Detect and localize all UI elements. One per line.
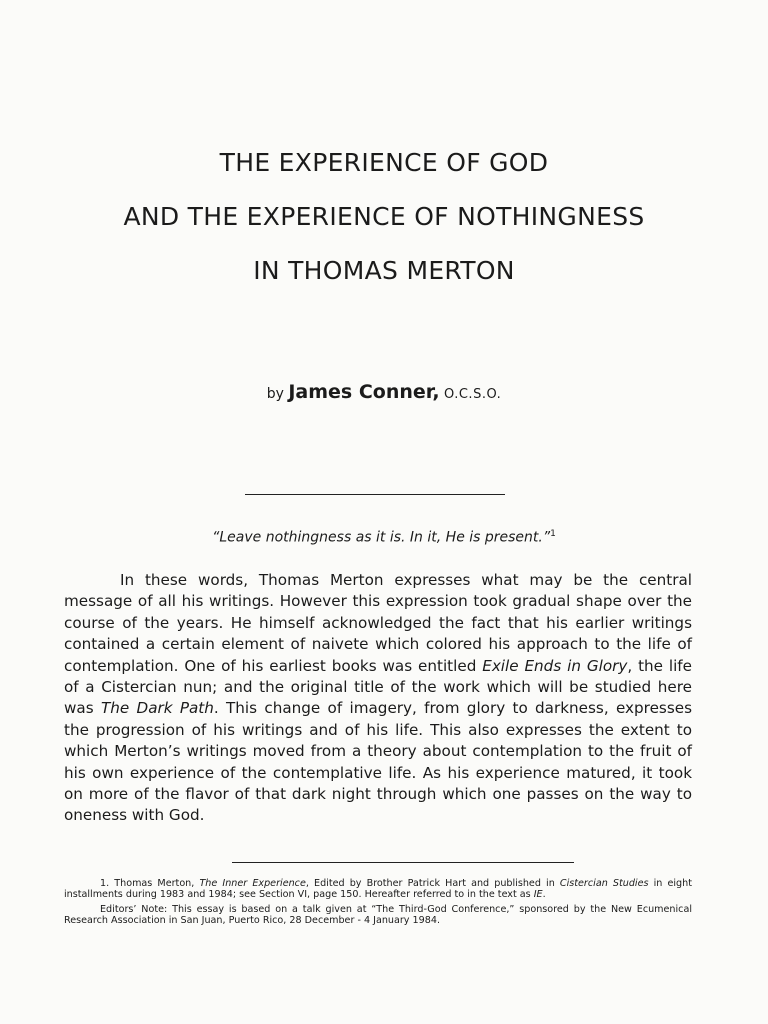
author-name: James Conner, [288,381,440,403]
footnote-1-part-a: 1. Thomas Merton, [100,878,200,889]
editors-note: Editors’ Note: This essay is based on a talk given at “The Third-God Conference,” sponsored by the New Ecumenical Research Association in San Juan, Puerto Rico, 28 December - 4 January 1984. [64,904,692,926]
byline-prefix: by [266,386,284,402]
book-title-exile: Exile Ends in Glory [482,656,628,675]
paragraph-1-part-b: , the life of a Cistercian nun; and the original title of the work which will be studied here was [64,656,692,718]
footnote-1-journal: Cistercian Studies [559,878,649,889]
paragraph-1-part-a: In these words, Thomas Merton expresses what may be the central message of all his writings. However this expression took gradual shape over the course of the years. He himself acknowledged the fact that his earlier writings contained a certain element of naivete which colored his approach to the life of contemplation. One of his earliest books was entitled [64,571,692,675]
footnote-divider [232,862,574,863]
footnote-1-part-d: . [542,889,546,900]
title-line-2: AND THE EXPERIENCE OF NOTHINGNESS [123,202,645,231]
footnote-1-book: The Inner Experience [199,878,306,889]
paragraph-1 [64,570,692,827]
footnotes [64,878,692,930]
footnote-1-part-b: , Edited by Brother Patrick Hart and published in [305,878,560,889]
paragraph-1-part-c: . This change of imagery, from glory to darkness, expresses the progression of his writings and of his life. This also expresses the extent to which Merton’s writings moved from a theory about contemplation to the fruit of his own experience of the contemplative life. As his experience matured, it took on more of the flavor of that dark night through which one passes on the way to oneness with God. [64,699,692,825]
article-title [0,136,768,298]
byline [0,381,768,403]
epigraph [0,529,768,546]
title-line-1: THE EXPERIENCE OF GOD [219,148,549,177]
book-title-dark-path: The Dark Path [100,699,214,718]
footnote-1-part-c: in eight installments during 1983 and 1984; see Section VI, page 150. Hereafter referred to in the text as [64,878,692,900]
footnote-1 [64,878,692,900]
epigraph-quote: “Leave nothingness as it is. In it, He is present.” [212,529,551,546]
footnote-1-abbr: IE [533,889,543,900]
body-text [64,570,692,827]
author-order: O.C.S.O. [444,387,502,402]
title-divider [245,494,505,495]
footnote-ref-1: 1 [550,529,556,539]
title-line-3: IN THOMAS MERTON [253,256,515,285]
